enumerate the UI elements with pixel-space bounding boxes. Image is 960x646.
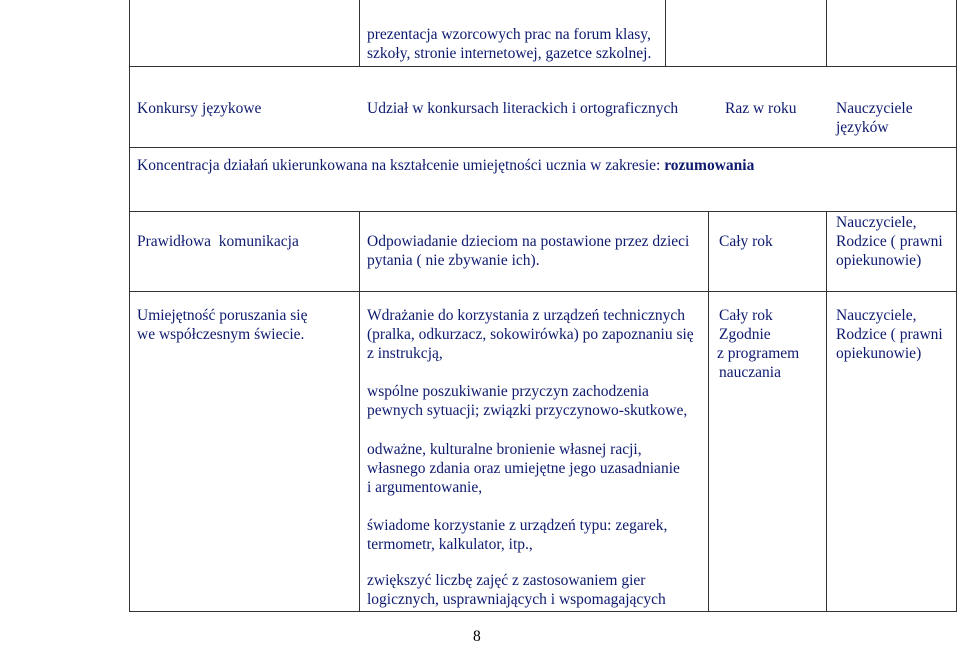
cell-time-line: Zgodnie: [719, 326, 771, 343]
row-divider: [129, 147, 957, 148]
cell-form: Konkursy językowe: [137, 100, 262, 117]
cell-activity-line: termometr, kalkulator, itp.,: [367, 536, 533, 553]
cell-activity-line: własnego zdania oraz umiejętne jego uzasadnianie: [367, 460, 680, 477]
table-border-left: [129, 0, 130, 612]
cell-responsible-line: Nauczyciele,: [836, 307, 917, 324]
cell-responsible-line: opiekunowie): [836, 252, 922, 269]
column-divider-top-3: [826, 0, 827, 66]
row-divider: [129, 211, 957, 212]
cell-responsible-line: Nauczyciele,: [836, 214, 917, 231]
cell-responsible-line: Nauczyciele: [836, 100, 913, 117]
column-divider: [826, 211, 827, 612]
column-divider: [708, 211, 709, 612]
cell-form-line: we współczesnym świecie.: [137, 326, 305, 343]
cell-activity-line: prezentacja wzorcowych prac na forum klasy,: [367, 26, 651, 43]
cell-activity-line: pytania ( nie zbywanie ich).: [367, 252, 540, 269]
cell-time-line: z programem: [717, 345, 800, 362]
row-divider: [129, 66, 957, 67]
cell-time-line: Cały rok: [719, 307, 773, 324]
cell-responsible-line: języków: [836, 119, 889, 136]
cell-activity-line: Odpowiadanie dzieciom na postawione przez dzieci: [367, 233, 690, 250]
cell-time: Cały rok: [719, 233, 773, 250]
cell-activity-line: Wdrażanie do korzystania z urządzeń technicznych: [367, 307, 686, 324]
column-divider-top: [359, 0, 360, 66]
cell-activity: Udział w konkursach literackich i ortograficznych: [367, 100, 679, 117]
cell-activity-line: świadome korzystanie z urządzeń typu: zegarek,: [367, 517, 668, 534]
section-heading-emphasis: rozumowania: [664, 157, 755, 174]
cell-form-line: Umiejętność poruszania się: [137, 307, 308, 324]
table-border-bottom: [129, 611, 957, 612]
cell-activity-line: zwiększyć liczbę zajęć z zastosowaniem gier: [367, 572, 646, 589]
table-border-right: [956, 0, 957, 612]
cell-time-line: nauczania: [719, 364, 781, 381]
cell-activity-line: z instrukcją,: [367, 345, 443, 362]
cell-activity-line: szkoły, stronie internetowej, gazetce szkolnej.: [367, 45, 652, 62]
section-heading: [137, 156, 754, 175]
section-heading-text: Koncentracja działań ukierunkowana na kształcenie umiejętności ucznia w zakresie:: [137, 157, 665, 174]
cell-form: Prawidłowa komunikacja: [137, 233, 299, 250]
cell-responsible-line: Rodzice ( prawni: [836, 233, 943, 250]
cell-activity-line: (pralka, odkurzacz, sokowirówka) po zapoznaniu się: [367, 326, 694, 343]
cell-activity-line: pewnych sytuacji; związki przyczynowo-skutkowe,: [367, 402, 688, 419]
cell-responsible-line: opiekunowie): [836, 345, 922, 362]
cell-time: Raz w roku: [725, 100, 797, 117]
column-divider-top-2: [665, 0, 666, 66]
page-number: 8: [473, 628, 481, 645]
cell-activity-line: wspólne poszukiwanie przyczyn zachodzenia: [367, 383, 649, 400]
cell-activity-line: i argumentowanie,: [367, 479, 483, 496]
column-divider: [359, 211, 360, 612]
cell-activity-line: logicznych, usprawniających i wspomagających: [367, 591, 666, 608]
row-divider: [129, 291, 957, 292]
cell-activity-line: odważne, kulturalne bronienie własnej racji,: [367, 441, 642, 458]
cell-responsible-line: Rodzice ( prawni: [836, 326, 943, 343]
